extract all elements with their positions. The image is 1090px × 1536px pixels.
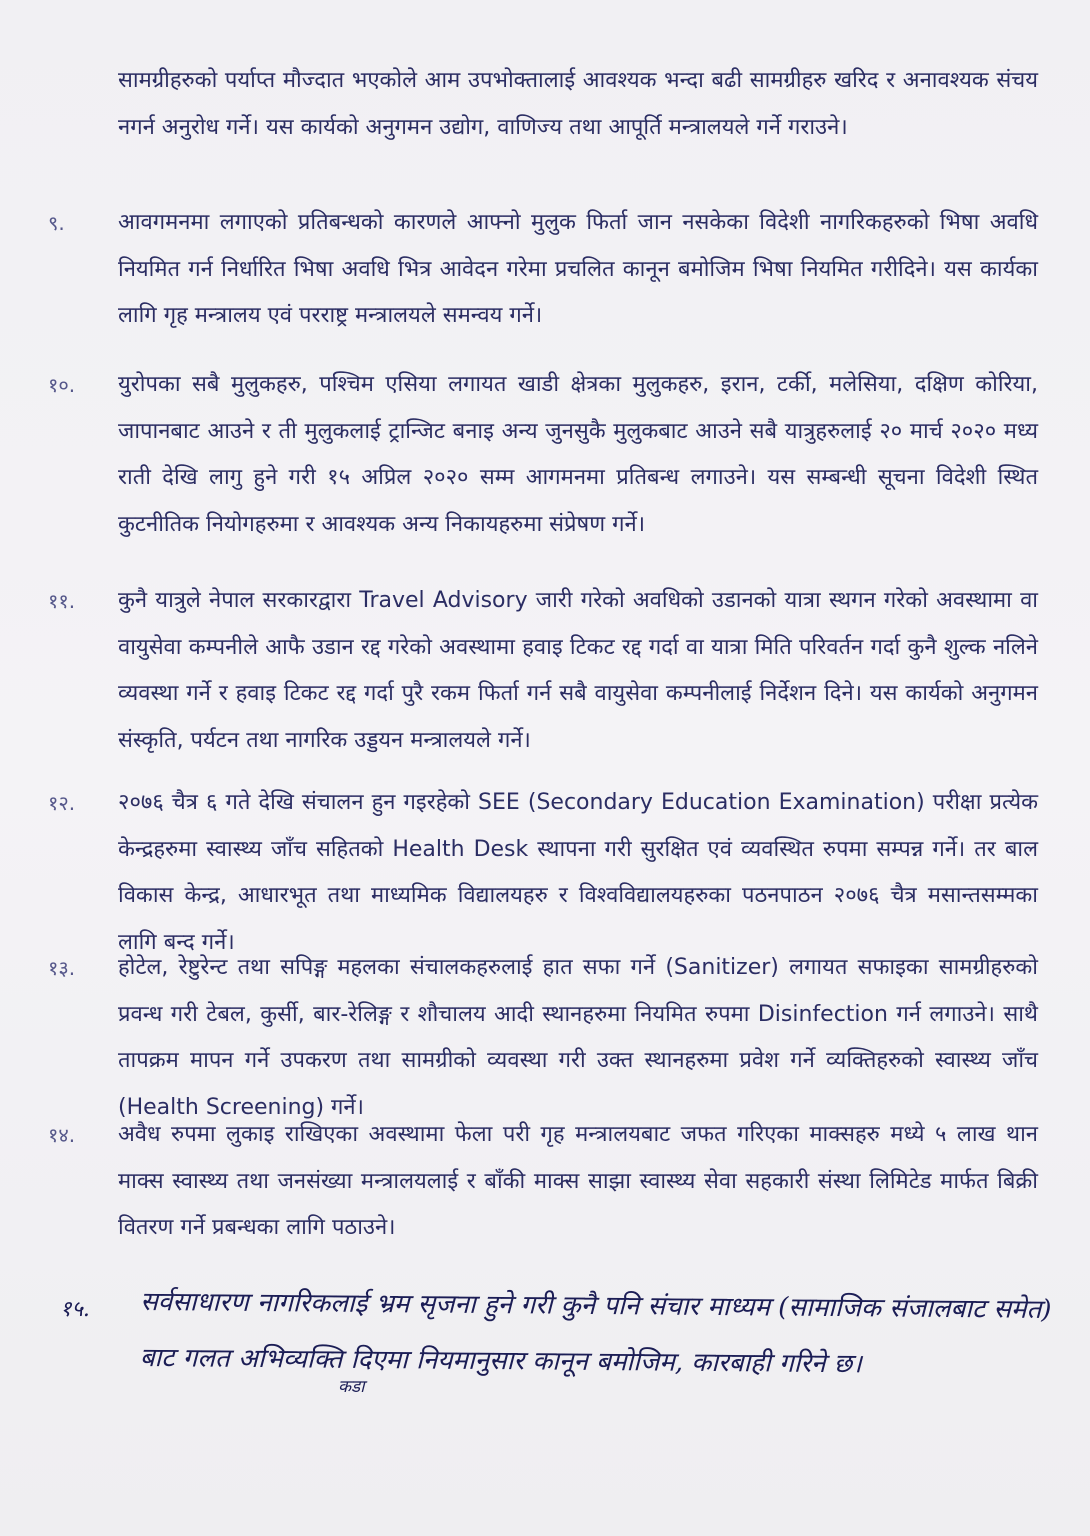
item-text: २०७६ चैत्र ६ गते देखि संचालन हुन गइरहेको SEE (Secondary Education Examination) परीक्षा प्रत्येक केन्द्रहरुमा स्वास्थ्य जाँच सहितको Health Desk स्थापना गरी सुरक्षित एवं व्यवस्थित रुपमा सम्पन्न गर्ने। तर बाल विकास केन्द्र, आधारभूत तथा माध्यमिक विद्यालयहरु र विश्वविद्यालयहरुका पठनपाठन २०७६ चैत्र मसान्तसम्मका लागि बन्द गर्ने।	[118, 790, 1038, 955]
handwritten-number: १५.	[60, 1297, 90, 1322]
handwritten-text: सर्वसाधारण नागरिकलाई भ्रम सृजना हुने गरी कुनै पनि संचार माध्यम (सामाजिक संजालबाट समेत) बाट गलत अभिव्यक्ति दिएमा नियमानुसार कानून बमोजिम, कारबाही गरिने छ।	[139, 1286, 1052, 1380]
item-text: आवगमनमा लगाएको प्रतिबन्धको कारणले आफ्नो मुलुक फिर्ता जान नसकेका विदेशी नागरिकहरुको भिषा अवधि नियमित गर्न निर्धारित भिषा अवधि भित्र आवेदन गरेमा प्रचलित कानून बमोजिम भिषा नियमित गरीदिने। यस कार्यका लागि गृह मन्त्रालय एवं परराष्ट्र मन्त्रालयले समन्वय गर्ने।	[118, 210, 1038, 328]
lead-paragraph: सामग्रीहरुको पर्याप्त मौज्दात भएकोले आम उपभोक्तालाई आवश्यक भन्दा बढी सामग्रीहरु खरिद र अनावश्यक संचय नगर्न अनुरोध गर्ने। यस कार्यको अनुगमन उद्योग, वाणिज्य तथा आपूर्ति मन्त्रालयले गर्ने गराउने।	[118, 68, 1038, 140]
item-text: युरोपका सबै मुलुकहरु, पश्चिम एसिया लगायत खाडी क्षेत्रका मुलुकहरु, इरान, टर्की, मलेसिया, दक्षिण कोरिया, जापानबाट आउने र ती मुलुकलाई ट्रान्जिट बनाइ अन्य जुनसुकै मुलुकबाट आउने सबै यात्रुहरुलाई २० मार्च २०२० मध्य राती देखि लागु हुने गरी १५ अप्रिल २०२० सम्म आगमनमा प्रतिबन्ध लगाउने। यस सम्बन्धी सूचना विदेशी स्थित कुटनीतिक नियोगहरुमा र आवश्यक अन्य निकायहरुमा संप्रेषण गर्ने।	[118, 372, 1038, 537]
item-number: १२.	[48, 791, 76, 815]
item-text: होटेल, रेष्टुरेन्ट तथा सपिङ्ग महलका संचालकहरुलाई हात सफा गर्ने (Sanitizer) लगायत सफाइका सामग्रीहरुको प्रवन्ध गरी टेबल, कुर्सी, बार-रेलिङ्ग र शौचालय आदी स्थानहरुमा नियमित रुपमा Disinfection गर्न लगाउने। साथै तापक्रम मापन गर्ने उपकरण तथा सामग्रीको व्यवस्था गरी उक्त स्थानहरुमा प्रवेश गर्ने व्यक्तिहरुको स्वास्थ्य जाँच (Health Screening) गर्ने।	[118, 955, 1038, 1120]
item-text: कुनै यात्रुले नेपाल सरकारद्वारा Travel Advisory जारी गरेको अवधिको उडानको यात्रा स्थगन गरेको अवस्थामा वा वायुसेवा कम्पनीले आफै उडान रद्द गरेको अवस्थामा हवाइ टिकट रद्द गर्दा वा यात्रा मिति परिवर्तन गर्दा कुनै शुल्क नलिने व्यवस्था गर्ने र हवाइ टिकट रद्द गर्दा पुरै रकम फिर्ता गर्न सबै वायुसेवा कम्पनीलाई निर्देशन दिने। यस कार्यको अनुगमन संस्कृति, पर्यटन तथा नागरिक उड्डयन मन्त्रालयले गर्ने।	[118, 588, 1038, 753]
item-number: १०.	[48, 373, 76, 397]
item-number: १३.	[48, 956, 76, 980]
item-text: अवैध रुपमा लुकाइ राखिएका अवस्थामा फेला परी गृह मन्त्रालयबाट जफत गरिएका माक्सहरु मध्ये ५ लाख थान माक्स स्वास्थ्य तथा जनसंख्या मन्त्रालयलाई र बाँकी माक्स साझा स्वास्थ्य सेवा सहकारी संस्था लिमिटेड मार्फत बिक्री वितरण गर्ने प्रबन्धका लागि पठाउने।	[118, 1122, 1038, 1240]
handwritten-insertion: कडा	[338, 1377, 365, 1397]
item-number: ९.	[48, 211, 65, 235]
item-number: १४.	[48, 1123, 76, 1147]
item-number: ११.	[48, 589, 76, 613]
